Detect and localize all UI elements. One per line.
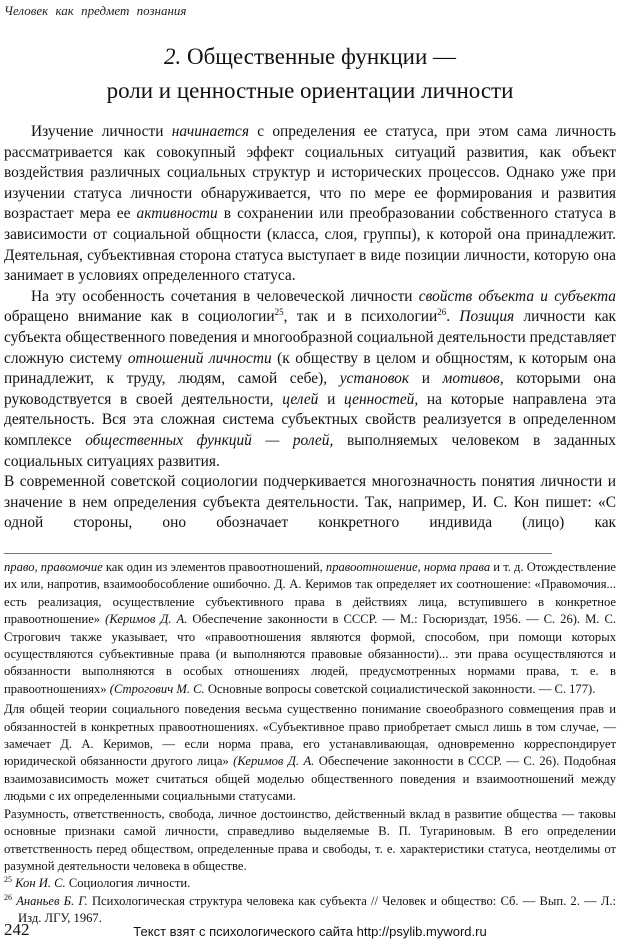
footnote-divider [4,553,552,554]
p1-em-b: начинается [171,123,249,140]
fn-p2-text-c: Обеспечение законности в СССР. — С. 26). Подобная взаимозависимость может считаться общей моделью общественного поведения и взаимоотношений между людьми с их определенными социальными статусами. [4,754,617,804]
section-title-line2: роли и ценностные ориентации личности [106,78,514,103]
paragraph-3: В современной советской социологии подчеркивается многозначность понятия личности и значение в нем определения субъекта деятельности. Так, например, И. С. Кон пишет: «С одной стороны, оно обозначает конкретного индивида (лицо) как [4,473,616,532]
main-text [4,122,616,534]
p1-text-c: с определения ее статуса, при этом сама личность рассматривается как совокупный эффект социальных ситуаций развития, как объект воздействия различных социальных структур и исторических процессов. Однако уже при изучении статуса личности обнаруживается, что по мере ее формирования и развития возрастает мера ее [4,123,616,223]
footnote-25-number: 25 [4,875,12,885]
footnote-25-author: Кон И. С. [15,876,66,891]
p2-text-e: . [446,308,460,326]
section-title-line1 [0,40,620,74]
fn-cont-text-h: Основные вопросы советской социалистической законности. — С. 177). [204,681,596,696]
fn-cont-text-f: Обеспечение законности в СССР. — М.: Госюриздат, 1956. — С. 26). М. С. Строгович также указывает, что «правоотношения являются формой, способом, при помощи которых осуществляются субъективные права (и выполняются правовые обязанности)... эти права осуществляются и обязанности выполняются в особых отношениях людей, предусмотренных нормами права, т. е. в правоотношениях» [4,612,616,696]
footnote-paragraph-3: Разумность, ответственность, свобода, личное достоинство, действенный вклад в развитие общества — таковы основные признаки самой личности, справедливо выделяемые В. П. Тугариновым. В его определении ответственность перед обществом, определенные права и свободы, т. е. характеристики статуса, неотделимы от разумной деятельности человека в обществе. [4,806,616,873]
fn-cont-em-e: (Керимов Д. А. [105,612,188,627]
fn-cont-text-b: как один из элементов правоотношений, [102,560,326,574]
fn-p2-text-a: Для общей теории социального поведения весьма существенно понимание своеобразного совмещения прав и обязанностей в конкретных правоотношениях. «Субъективное право приобретает смысл лишь в том случае, — замечает Д. А. Керимов, — если норма права, его устанавливающая, одновременно корреспондирует юридической обязанности другого лица» [4,702,616,769]
footnote-continuation [4,559,616,698]
footnote-25-text: Социология личности. [65,876,191,891]
source-credit: Текст взят с психологического сайта http://psylib.myword.ru [133,924,487,939]
p1-em-d: активности [136,205,218,223]
footnote-26-author: Ананьев Б. Г. [16,893,88,908]
fn-cont-text-d: и т. д. Отождествление их или, напротив, взаимообособление ошибочно. Д. А. Керимов так определяет их соотношение: «Правомочия... есть реализация, осуществление субъективного права в действиях лица, вступившего в конкретное правоотношение» [4,560,617,627]
p2-em-p: ценностей, [344,390,419,408]
fn-cont-em-a: право, правомочие [4,560,103,574]
p2-em-j: установок [339,370,410,388]
running-head: Человек как предмет познания [4,3,187,18]
p2-text-m: которыми она руководствуется в своей деятельности, [4,370,616,408]
section-title-text1: Общественные функции — [186,44,456,69]
fn-p2-em-b: (Керимов Д. А. [233,754,315,769]
p2-text-q: на которые направлена эта деятельность. Вся эта сложная система субъектных свойств реализуется в определенном комплексе [4,390,616,449]
footnote-ref-25[interactable]: 25 [274,307,284,318]
p2-text-s: выполняемых человеком в заданных социальных ситуациях развития. [4,431,616,470]
p1-text-a: Изучение личности [31,123,172,140]
p2-em-f: Позиция [459,308,515,326]
p2-text-o: и [318,390,345,408]
footnote-ref-26[interactable]: 26 [437,307,447,318]
footnote-26-text: Психологическая структура человека как субъекта // Человек и общество: Сб. — Вып. 2. — Л.: Изд. ЛГУ, 1967. [18,893,617,926]
p2-text-i: (к обществу в целом и общностям, к которым она принадлежит, к труду, людям, самой себе), [4,349,617,388]
p2-em-b: свойств объекта и субъекта [418,287,616,305]
p2-text-k: и [409,370,443,388]
p1-text-e: в сохранении или преобразовании собственного статуса в зависимости от социальной общности (класса, слоя, группы), к которой она принадлежит. Деятельная, субъективная сторона статуса выступает в виде позиции личности, которую она занимает в условиях определенного статуса. [4,205,616,285]
p2-text-c: обращено внимание как в социологии [4,308,275,326]
p2-em-r: общественных функций — ролей, [85,431,334,449]
p2-text-g: личности как субъекта общественного поведения и многообразной социальной деятельности представляет сложную систему [4,308,617,367]
paragraph-2 [4,287,616,472]
page-number: 242 [4,920,30,939]
p2-text-d: , так и в психологии [283,308,438,326]
p2-em-l: мотивов, [442,370,504,388]
footnotes [4,559,616,928]
footnote-paragraph-2 [4,701,616,805]
footnote-26 [4,893,616,928]
section-title [0,40,620,108]
fn-cont-em-c: правоотношение, норма права [325,560,491,574]
footnote-25 [4,875,616,892]
paragraph-1 [4,122,616,287]
fn-cont-em-g: (Строгович М. С. [109,681,205,696]
section-number: 2. [163,44,182,69]
p2-em-h: отношений личности [127,349,272,367]
footnote-26-number: 26 [4,892,12,902]
p2-em-n: целей [282,390,319,408]
p2-text-a: На эту особенность сочетания в человеческой личности [31,287,419,305]
